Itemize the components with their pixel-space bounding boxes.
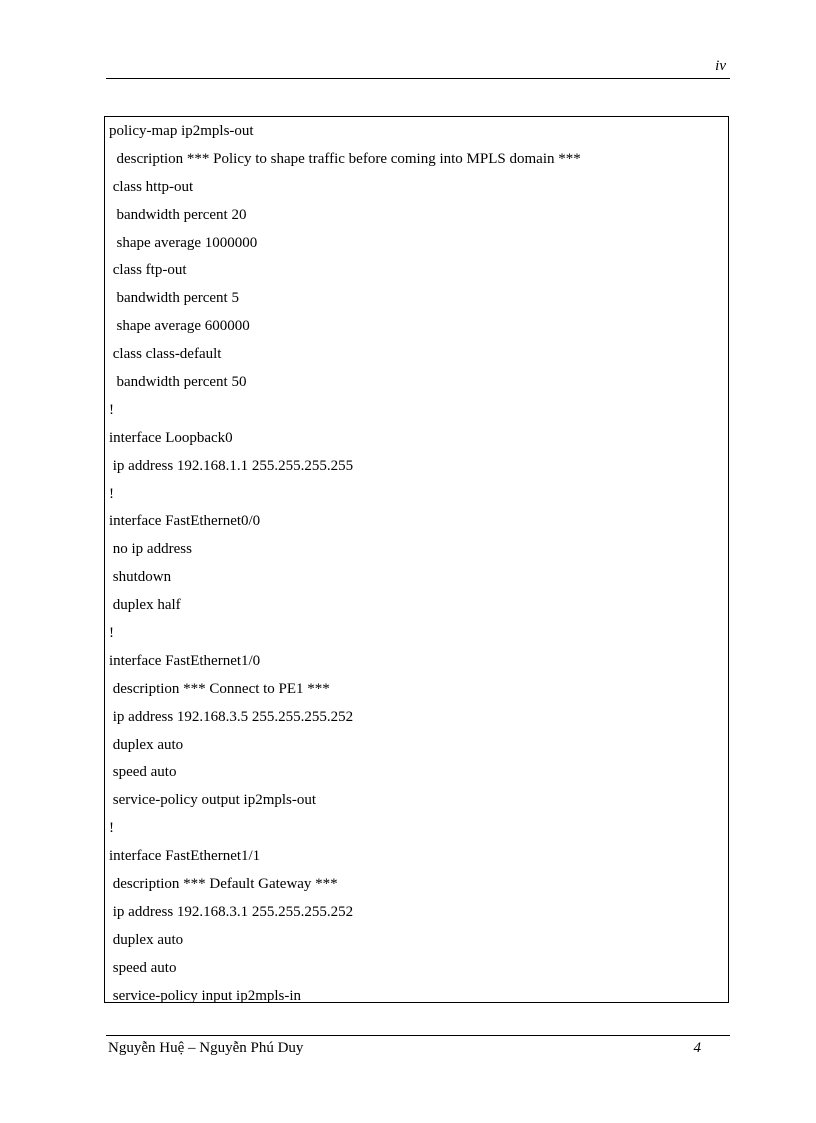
- page-number: 4: [693, 1040, 701, 1056]
- config-line: class ftp-out: [109, 262, 187, 279]
- config-line: interface FastEthernet0/0: [109, 513, 261, 530]
- config-line: no ip address: [109, 541, 192, 558]
- config-line: bandwidth percent 5: [109, 290, 239, 307]
- config-line: interface FastEthernet1/0: [109, 652, 261, 669]
- config-line: description *** Policy to shape traffic before coming into MPLS domain ***: [109, 150, 581, 167]
- config-line: !: [109, 820, 114, 837]
- config-line: shutdown: [109, 569, 172, 586]
- config-line: shape average 600000: [109, 318, 250, 335]
- config-line: interface FastEthernet1/1: [109, 848, 261, 865]
- config-line: speed auto: [109, 959, 177, 976]
- config-line: bandwidth percent 20: [109, 206, 247, 223]
- config-line: ip address 192.168.3.1 255.255.255.252: [109, 903, 354, 920]
- footer-authors: Nguyễn Huệ – Nguyễn Phú Duy: [108, 1040, 304, 1056]
- config-line: class http-out: [109, 178, 194, 195]
- config-line: duplex auto: [109, 736, 184, 753]
- config-line: bandwidth percent 50: [109, 374, 247, 391]
- config-code-box: [104, 116, 729, 1003]
- config-line: duplex auto: [109, 931, 184, 948]
- config-line: duplex half: [109, 597, 181, 614]
- config-line: service-policy input ip2mpls-in: [109, 987, 302, 1004]
- config-line: interface Loopback0: [109, 429, 233, 446]
- footer-rule: [106, 1035, 730, 1036]
- config-line: !: [109, 625, 114, 642]
- config-line: ip address 192.168.3.5 255.255.255.252: [109, 708, 354, 725]
- config-line: !: [109, 485, 114, 502]
- section-label: iv: [715, 58, 726, 74]
- config-line: !: [109, 401, 114, 418]
- config-line: description *** Connect to PE1 ***: [109, 680, 330, 697]
- config-line: speed auto: [109, 764, 177, 781]
- config-line: description *** Default Gateway ***: [109, 876, 338, 893]
- config-line: ip address 192.168.1.1 255.255.255.255: [109, 457, 354, 474]
- config-line: policy-map ip2mpls-out: [109, 123, 254, 139]
- header-rule: [106, 78, 730, 79]
- config-line: service-policy output ip2mpls-out: [109, 792, 317, 809]
- config-line: class class-default: [109, 346, 222, 363]
- config-line: shape average 1000000: [109, 234, 258, 251]
